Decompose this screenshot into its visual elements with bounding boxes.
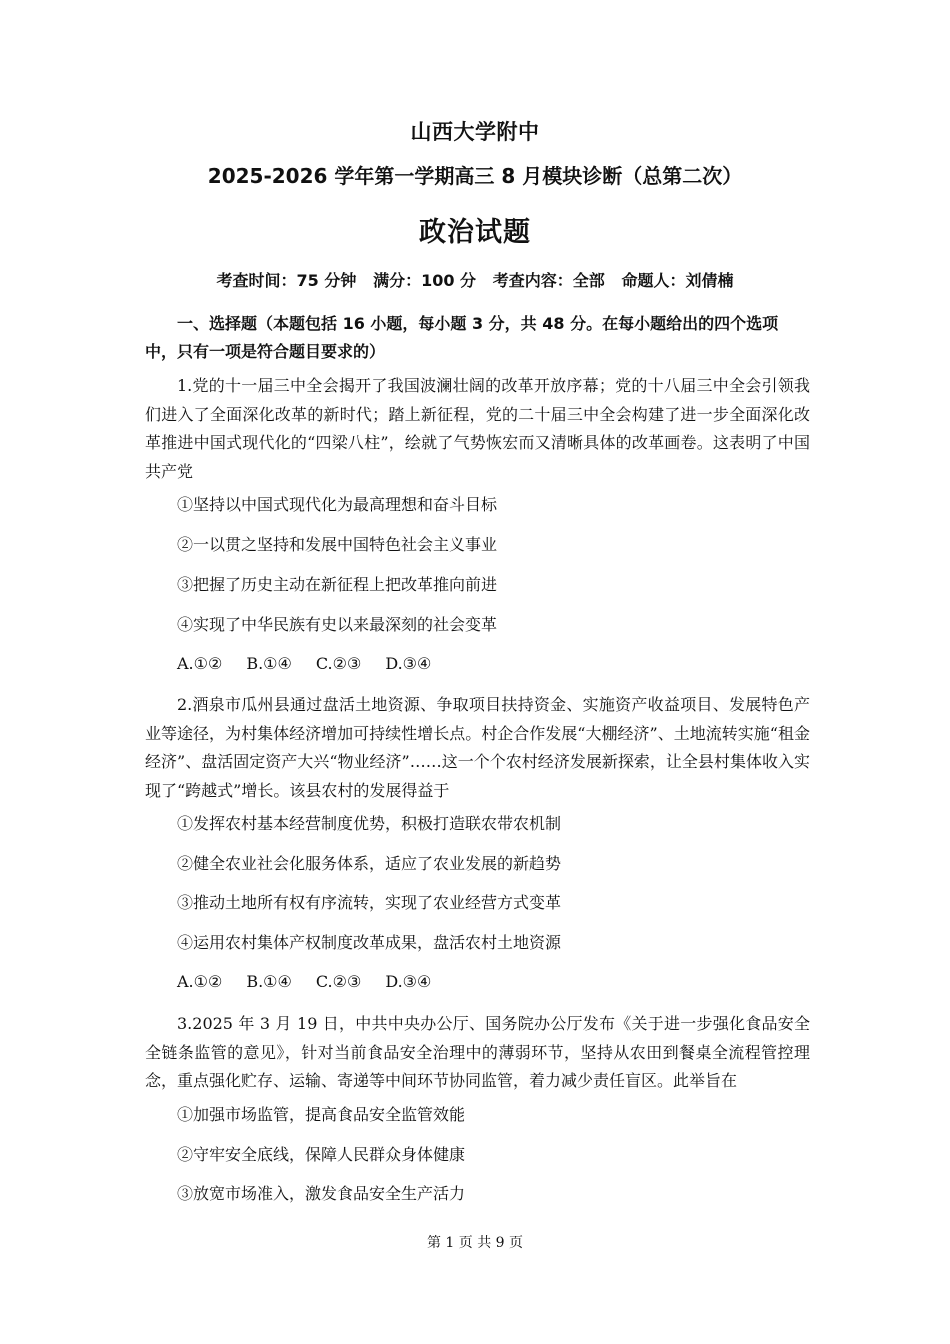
exam-info: 考查时间：75 分钟 满分：100 分 考查内容：全部 命题人：刘倩楠 <box>216 271 734 290</box>
section-heading: 一、选择题（本题包括 16 小题，每小题 3 分，共 48 分。在每小题给出的四个选项中，只有一项是符合题目要求的） <box>145 314 779 361</box>
question-1-option-4: ④实现了中华民族有史以来最深刻的社会变革 <box>177 615 498 634</box>
subject-title: 政治试题 <box>419 217 531 248</box>
answer-choice: A.①② <box>177 972 223 991</box>
question-2-option-1: ①发挥农村基本经营制度优势，积极打造联农带农机制 <box>177 814 562 833</box>
question-2-option-2: ②健全农业社会化服务体系，适应了农业发展的新趋势 <box>177 854 562 873</box>
answer-choice: B.①④ <box>246 654 292 673</box>
answer-choice: D.③④ <box>385 972 432 991</box>
answer-choice: A.①② <box>177 654 223 673</box>
question-1-option-2: ②一以贯之坚持和发展中国特色社会主义事业 <box>177 535 498 554</box>
question-3-option-1: ①加强市场监管，提高食品安全监管效能 <box>177 1105 466 1124</box>
question-2-option-3: ③推动土地所有权有序流转，实现了农业经营方式变革 <box>177 893 562 912</box>
question-1-answers <box>177 653 455 675</box>
question-3-option-2: ②守牢安全底线，保障人民群众身体健康 <box>177 1145 466 1164</box>
question-3-option-3: ③放宽市场准入，激发食品安全生产活力 <box>177 1184 466 1203</box>
question-2-answers <box>177 971 455 993</box>
school-name: 山西大学附中 <box>410 120 540 144</box>
question-3-stem: 3.2025 年 3 月 19 日，中共中央办公厅、国务院办公厅发布《关于进一步强化食品安全全链条监管的意见》，针对当前食品安全治理中的薄弱环节，坚持从农田到餐桌全流程管控理念，重点强化贮存、运输、寄递等中间环节协同监管，着力减少责任盲区。此举旨在 <box>145 1014 810 1090</box>
question-2-stem: 2.酒泉市瓜州县通过盘活土地资源、争取项目扶持资金、实施资产收益项目、发展特色产业等途径，为村集体经济增加可持续性增长点。村企合作发展“大棚经济”、土地流转实施“租金经济”、盘活固定资产大兴“物业经济”……这一个个农村经济发展新探索，让全县村集体收入实现了“跨越式”增长。该县农村的发展得益于 <box>145 695 810 800</box>
answer-choice: C.②③ <box>315 654 362 673</box>
question-2-option-4: ④运用农村集体产权制度改革成果，盘活农村土地资源 <box>177 933 562 952</box>
page-footer: 第 1 页 共 9 页 <box>426 1235 524 1251</box>
question-1-stem: 1.党的十一届三中全会揭开了我国波澜壮阔的改革开放序幕；党的十八届三中全会引领我们进入了全面深化改革的新时代；踏上新征程，党的二十届三中全会构建了进一步全面深化改革推进中国式现代化的“四梁八柱”，绘就了气势恢宏而又清晰具体的改革画卷。这表明了中国共产党 <box>145 376 810 481</box>
question-1-option-1: ①坚持以中国式现代化为最高理想和奋斗目标 <box>177 495 498 514</box>
answer-choice: D.③④ <box>385 654 432 673</box>
exam-title: 2025-2026 学年第一学期高三 8 月模块诊断（总第二次） <box>207 164 743 188</box>
answer-choice: C.②③ <box>315 972 362 991</box>
question-1-option-3: ③把握了历史主动在新征程上把改革推向前进 <box>177 575 498 594</box>
answer-choice: B.①④ <box>246 972 292 991</box>
